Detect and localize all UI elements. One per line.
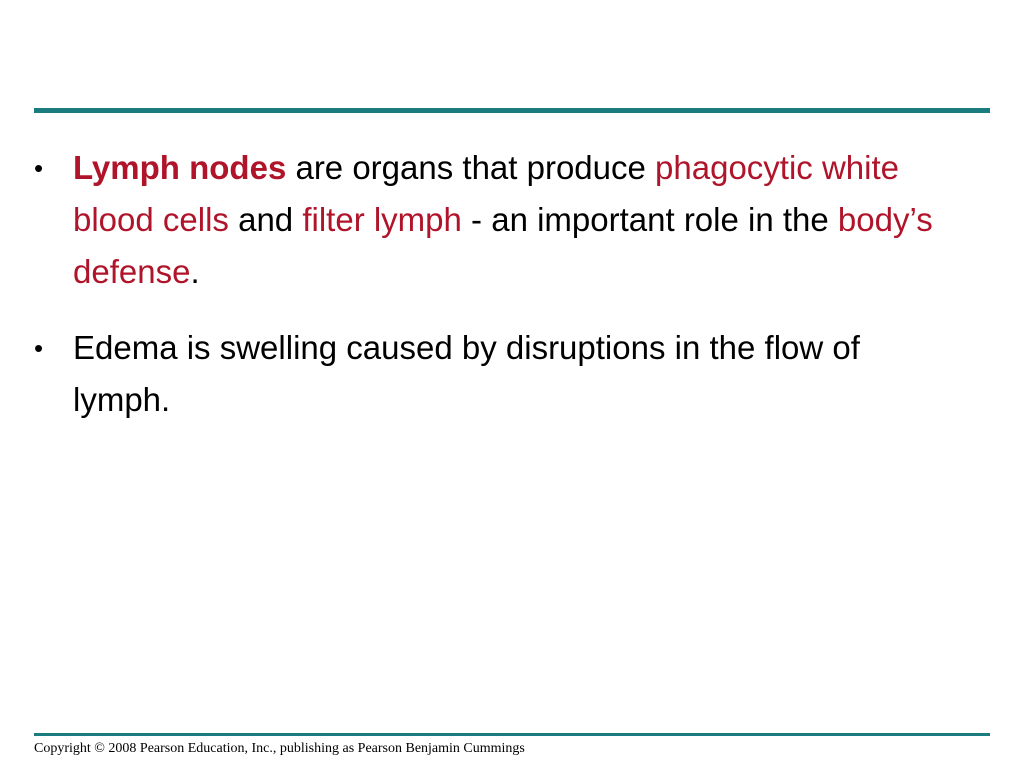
copyright-footer: Copyright © 2008 Pearson Education, Inc., publishing as Pearson Benjamin Cummings <box>34 741 525 756</box>
bullet-list <box>34 142 964 450</box>
text-segment: Edema is swelling caused by disruptions in the flow of lymph. <box>73 329 860 418</box>
bullet-icon: • <box>34 333 44 363</box>
term-phagocytic-cells: phagocytic white blood cells <box>73 149 900 238</box>
term-body-defense: body’s defense <box>73 201 933 290</box>
bullet-item-edema <box>34 322 964 426</box>
bullet-text <box>73 329 860 418</box>
bullet-text <box>73 149 933 290</box>
text-segment: - an important role in the <box>461 201 838 238</box>
term-filter-lymph: filter lymph <box>302 201 462 238</box>
text-segment: are organs that produce <box>286 149 656 186</box>
bullet-icon: • <box>34 153 44 183</box>
text-segment: and <box>228 201 303 238</box>
bottom-divider <box>34 733 990 736</box>
top-divider <box>34 108 990 113</box>
text-segment: . <box>190 253 200 290</box>
term-lymph-nodes: Lymph nodes <box>73 149 287 186</box>
bullet-item-lymph-nodes <box>34 142 964 298</box>
